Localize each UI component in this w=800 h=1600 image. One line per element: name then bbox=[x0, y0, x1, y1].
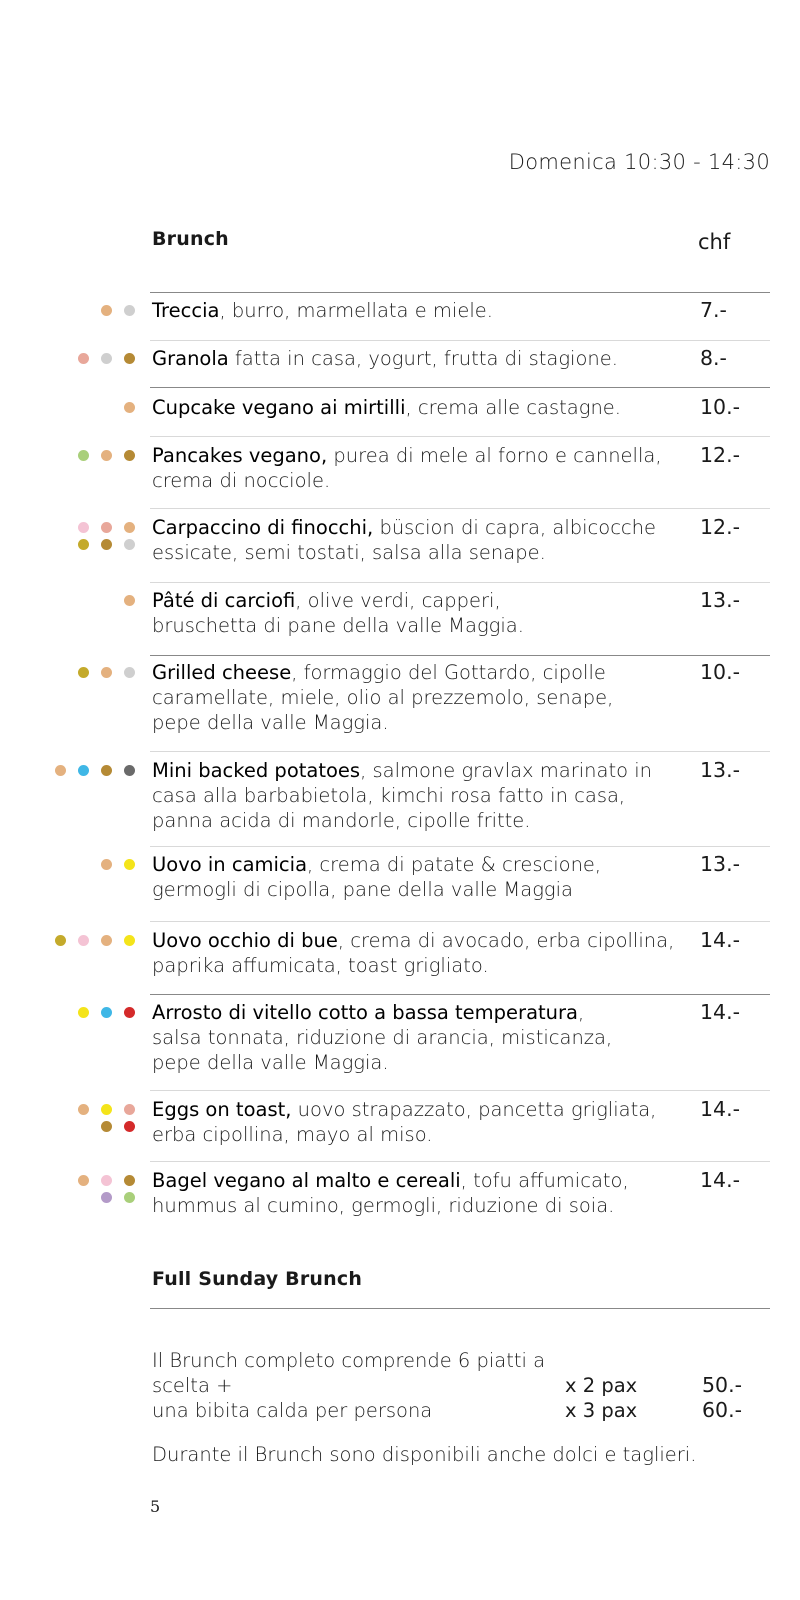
diet-dot-icon bbox=[55, 765, 66, 776]
menu-item-text bbox=[152, 588, 682, 638]
pax-price-3: 60.- bbox=[702, 1398, 742, 1422]
diet-dot-icon bbox=[101, 1121, 112, 1132]
menu-item-text bbox=[152, 758, 682, 833]
diet-indicators bbox=[101, 305, 135, 316]
diet-indicators bbox=[55, 935, 135, 946]
diet-dot-icon bbox=[78, 450, 89, 461]
diet-indicators bbox=[55, 765, 135, 776]
diet-dot-icon bbox=[124, 935, 135, 946]
full-brunch-description: Il Brunch completo comprende 6 piatti a scelta + una bibita calda per persona bbox=[152, 1349, 546, 1422]
opening-hours: Domenica 10:30 - 14:30 bbox=[508, 150, 770, 174]
diet-indicators bbox=[78, 667, 135, 678]
menu-item-description: , burro, marmellata e miele. bbox=[219, 299, 493, 322]
diet-dot-icon bbox=[101, 522, 112, 533]
diet-dot-icon bbox=[78, 667, 89, 678]
pax-price-2: 50.- bbox=[702, 1373, 742, 1397]
diet-dot-icon bbox=[101, 450, 112, 461]
menu-item-price: 14.- bbox=[700, 1168, 740, 1192]
diet-dot-icon bbox=[78, 522, 89, 533]
divider bbox=[150, 1308, 770, 1309]
brunch-title: Brunch bbox=[152, 228, 229, 250]
divider bbox=[150, 508, 770, 509]
menu-item-description: fatta in casa, yogurt, frutta di stagione. bbox=[228, 347, 618, 370]
diet-dot-icon bbox=[124, 667, 135, 678]
menu-item-description: , crema di avocado, erba cipollina, paprika affumicata, toast grigliato. bbox=[152, 929, 675, 977]
menu-item-name: Treccia bbox=[152, 299, 220, 322]
menu-item-description: , formaggio del Gottardo, cipolle caramellate, miele, olio al prezzemolo, senape, pepe della valle Maggia. bbox=[152, 661, 614, 734]
divider bbox=[150, 994, 770, 995]
diet-dot-icon bbox=[124, 595, 135, 606]
diet-dot-icon bbox=[101, 667, 112, 678]
diet-dot-icon bbox=[101, 935, 112, 946]
divider bbox=[150, 921, 770, 922]
menu-item-text bbox=[152, 660, 682, 735]
pax-option-2: x 2 pax bbox=[565, 1374, 638, 1397]
diet-dot-icon bbox=[124, 1104, 135, 1115]
menu-item-description: büscion di capra, albicocche essicate, semi tostati, salsa alla senape. bbox=[152, 516, 656, 564]
menu-item-price: 10.- bbox=[700, 395, 740, 419]
diet-dot-icon bbox=[101, 353, 112, 364]
diet-dot-icon bbox=[101, 305, 112, 316]
menu-item-name: Uovo occhio di bue bbox=[152, 929, 338, 952]
menu-item-text bbox=[152, 443, 682, 493]
diet-dot-icon bbox=[124, 1175, 135, 1186]
diet-indicators bbox=[78, 522, 135, 550]
menu-item-name: Granola bbox=[152, 347, 229, 370]
diet-dot-icon bbox=[78, 765, 89, 776]
diet-indicators bbox=[101, 859, 135, 870]
menu-item-price: 13.- bbox=[700, 852, 740, 876]
menu-item-description: , salmone gravlax marinato in casa alla barbabietola, kimchi rosa fatto in casa, panna acida di mandorle, cipolle fritte. bbox=[152, 759, 653, 832]
brunch-note: Durante il Brunch sono disponibili anche dolci e taglieri. bbox=[152, 1443, 697, 1466]
currency-label: chf bbox=[698, 230, 731, 254]
diet-indicators bbox=[78, 1175, 135, 1203]
menu-item-text bbox=[152, 852, 682, 902]
diet-dot-icon bbox=[124, 1192, 135, 1203]
diet-dot-icon bbox=[124, 305, 135, 316]
menu-item-description: , crema alle castagne. bbox=[405, 396, 621, 419]
menu-item-description: , crema di patate & crescione, germogli di cipolla, pane della valle Maggia bbox=[152, 853, 602, 901]
diet-dot-icon bbox=[101, 859, 112, 870]
diet-indicators bbox=[124, 595, 135, 606]
menu-item-name: Pâté di carciofi bbox=[152, 589, 296, 612]
diet-dot-icon bbox=[101, 1007, 112, 1018]
divider bbox=[150, 751, 770, 752]
diet-dot-icon bbox=[101, 765, 112, 776]
pax-option-3: x 3 pax bbox=[565, 1399, 638, 1422]
menu-item-price: 13.- bbox=[700, 758, 740, 782]
diet-dot-icon bbox=[78, 539, 89, 550]
menu-item-price: 14.- bbox=[700, 1000, 740, 1024]
diet-indicators bbox=[78, 450, 135, 461]
menu-item-text bbox=[152, 1168, 682, 1218]
diet-dot-icon bbox=[124, 353, 135, 364]
divider bbox=[150, 846, 770, 847]
diet-dot-icon bbox=[124, 522, 135, 533]
diet-dot-icon bbox=[78, 1104, 89, 1115]
menu-item-text bbox=[152, 395, 682, 420]
menu-item-price: 12.- bbox=[700, 443, 740, 467]
menu-item-description: purea di mele al forno e cannella, crema di nocciole. bbox=[152, 444, 662, 492]
menu-item-price: 14.- bbox=[700, 1097, 740, 1121]
page-number: 5 bbox=[150, 1497, 161, 1516]
diet-indicators bbox=[124, 402, 135, 413]
diet-dot-icon bbox=[124, 1121, 135, 1132]
diet-dot-icon bbox=[124, 765, 135, 776]
menu-item-price: 10.- bbox=[700, 660, 740, 684]
menu-item-text bbox=[152, 515, 682, 565]
full-brunch-title: Full Sunday Brunch bbox=[152, 1268, 363, 1290]
menu-item-name: Eggs on toast, bbox=[152, 1098, 292, 1121]
menu-item-name: Mini backed potatoes bbox=[152, 759, 361, 782]
divider bbox=[150, 1090, 770, 1091]
menu-item-text bbox=[152, 346, 682, 371]
menu-item-price: 7.- bbox=[700, 298, 727, 322]
diet-dot-icon bbox=[101, 539, 112, 550]
menu-item-name: Grilled cheese bbox=[152, 661, 292, 684]
diet-indicators bbox=[78, 1007, 135, 1018]
diet-indicators bbox=[78, 353, 135, 364]
menu-item-text bbox=[152, 1097, 682, 1147]
diet-dot-icon bbox=[101, 1104, 112, 1115]
diet-dot-icon bbox=[124, 539, 135, 550]
menu-item-text bbox=[152, 298, 682, 323]
divider bbox=[150, 1161, 770, 1162]
menu-item-name: Bagel vegano al malto e cereali bbox=[152, 1169, 461, 1192]
diet-dot-icon bbox=[101, 1175, 112, 1186]
divider bbox=[150, 340, 770, 341]
divider bbox=[150, 655, 770, 656]
menu-item-description: uovo strapazzato, pancetta grigliata, erba cipollina, mayo al miso. bbox=[152, 1098, 657, 1146]
diet-dot-icon bbox=[124, 1007, 135, 1018]
menu-item-price: 12.- bbox=[700, 515, 740, 539]
menu-item-description: , tofu affumicato, hummus al cumino, germogli, riduzione di soia. bbox=[152, 1169, 629, 1217]
menu-item-name: Cupcake vegano ai mirtilli bbox=[152, 396, 406, 419]
diet-dot-icon bbox=[124, 402, 135, 413]
diet-indicators bbox=[78, 1104, 135, 1132]
menu-item-text bbox=[152, 1000, 682, 1075]
divider bbox=[150, 387, 770, 388]
menu-item-name: Arrosto di vitello cotto a bassa temperatura bbox=[152, 1001, 578, 1024]
menu-item-price: 13.- bbox=[700, 588, 740, 612]
menu-item-name: Pancakes vegano, bbox=[152, 444, 328, 467]
diet-dot-icon bbox=[124, 859, 135, 870]
diet-dot-icon bbox=[78, 1175, 89, 1186]
menu-item-description: , olive verdi, capperi, bruschetta di pane della valle Maggia. bbox=[152, 589, 524, 637]
menu-item-name: Uovo in camicia bbox=[152, 853, 308, 876]
menu-item-name: Carpaccino di finocchi, bbox=[152, 516, 374, 539]
divider bbox=[150, 582, 770, 583]
menu-item-price: 14.- bbox=[700, 928, 740, 952]
diet-dot-icon bbox=[78, 935, 89, 946]
diet-dot-icon bbox=[101, 1192, 112, 1203]
diet-dot-icon bbox=[78, 353, 89, 364]
divider bbox=[150, 292, 770, 293]
menu-item-text bbox=[152, 928, 682, 978]
divider bbox=[150, 436, 770, 437]
diet-dot-icon bbox=[55, 935, 66, 946]
menu-item-description: , salsa tonnata, riduzione di arancia, misticanza, pepe della valle Maggia. bbox=[152, 1001, 613, 1074]
diet-dot-icon bbox=[78, 1007, 89, 1018]
diet-dot-icon bbox=[124, 450, 135, 461]
menu-item-price: 8.- bbox=[700, 346, 727, 370]
